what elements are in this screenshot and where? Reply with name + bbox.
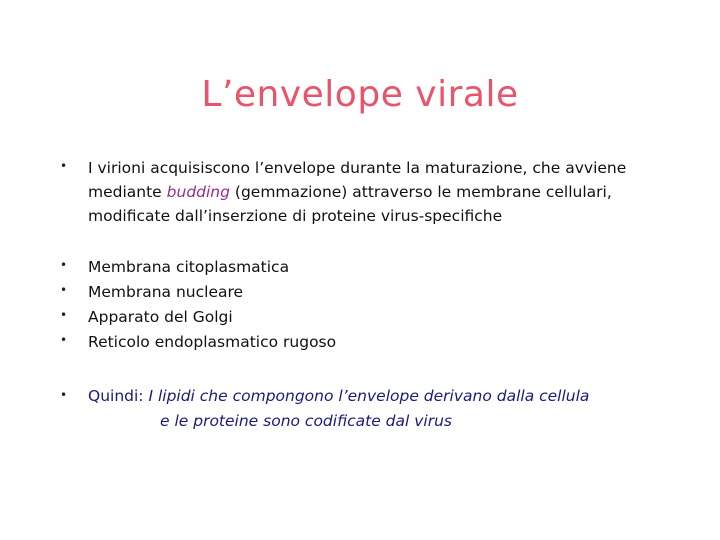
- bullet-icon: •: [60, 308, 68, 322]
- bullet-icon: •: [60, 388, 68, 402]
- paragraph-line-2: [88, 180, 656, 204]
- membrane-item: Membrana citoplasmatica: [88, 258, 290, 276]
- paragraph-line-3: modificate dall’inserzione di proteine virus-specifiche: [88, 207, 503, 225]
- bullet-icon: •: [60, 258, 68, 272]
- membrane-item: Reticolo endoplasmatico rugoso: [88, 333, 337, 351]
- bullet-icon: •: [60, 159, 68, 173]
- conclusion-label: Quindi:: [88, 387, 149, 405]
- paragraph-line-1: I virioni acquisiscono l’envelope durante la maturazione, che avviene: [88, 159, 627, 177]
- membrane-item: Apparato del Golgi: [88, 308, 233, 326]
- conclusion-line-1: [88, 384, 589, 408]
- conclusion-line-2: e le proteine sono codificate dal virus: [160, 412, 452, 430]
- membrane-item: Membrana nucleare: [88, 283, 244, 301]
- conclusion-text-1: I lipidi che compongono l’envelope derivano dalla cellula: [148, 387, 590, 405]
- budding-term: budding: [166, 183, 230, 201]
- paragraph-line-2-after: (gemmazione) attraverso le membrane cellulari,: [229, 183, 612, 201]
- slide-title: L’envelope virale: [201, 74, 519, 115]
- bullet-icon: •: [60, 333, 68, 347]
- bullet-icon: •: [60, 283, 68, 297]
- paragraph-line-2-before: mediante: [88, 183, 167, 201]
